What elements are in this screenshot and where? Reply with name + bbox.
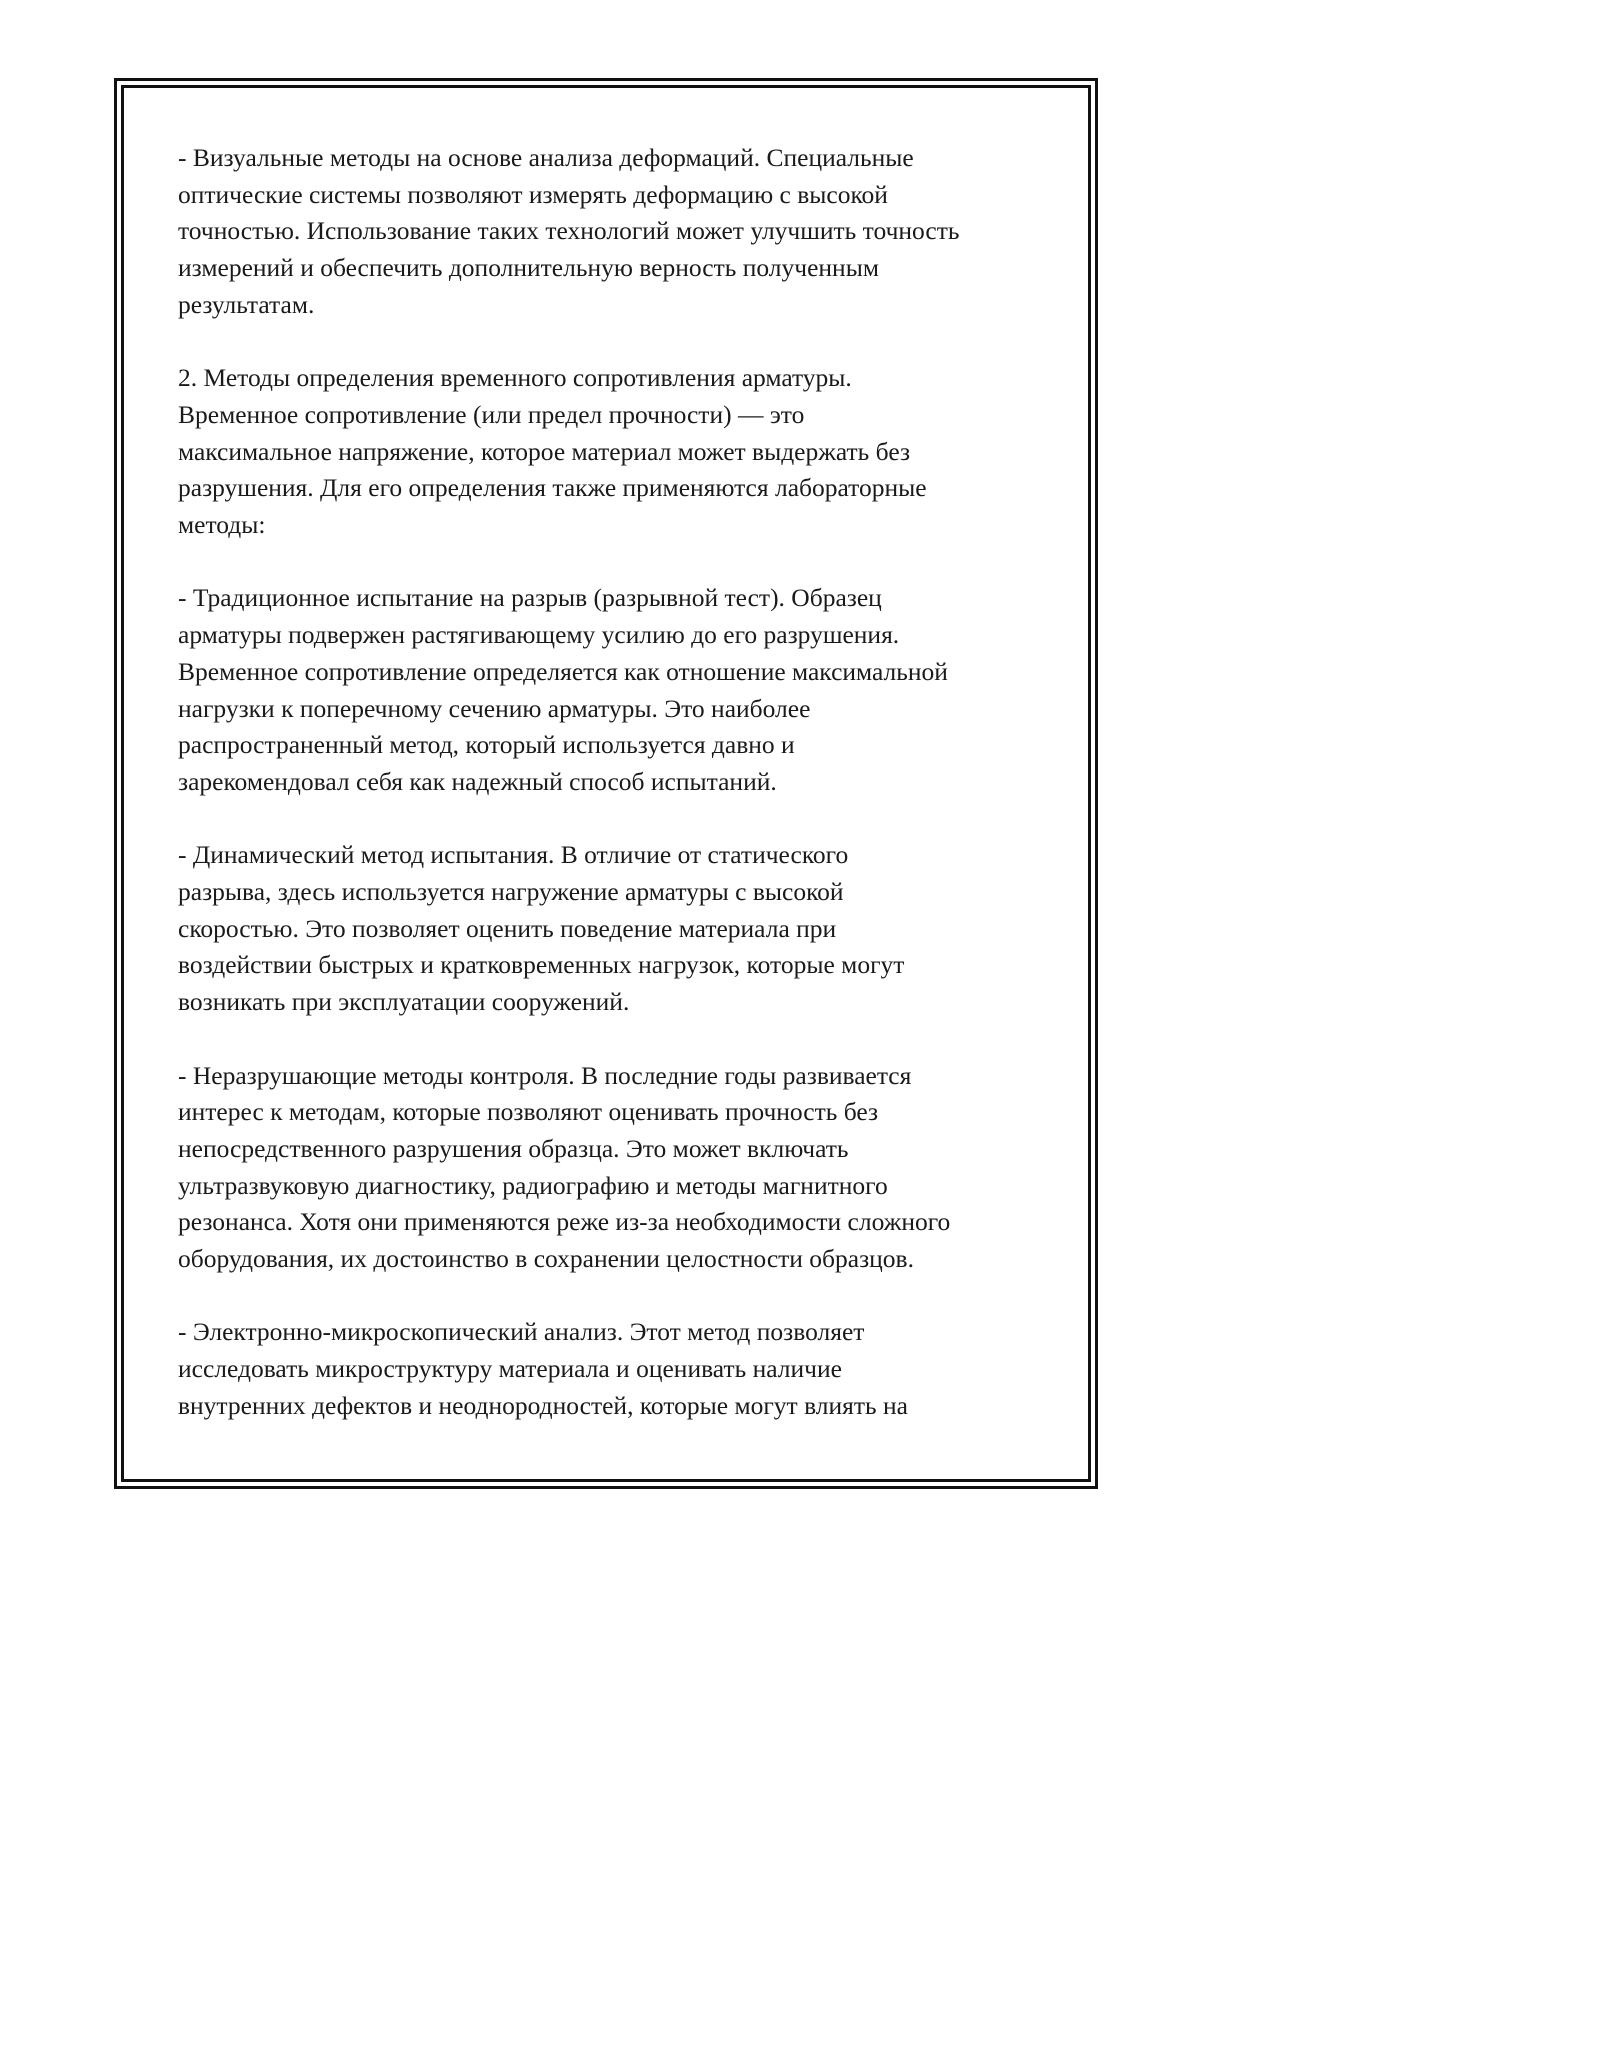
document-body: [178, 140, 1058, 1461]
paragraph-electron-microscopy: - Электронно-микроскопический анализ. Этот метод позволяет исследовать микроструктуру материала и оценивать наличие внутренних дефектов и неоднородностей, которые могут влиять на: [178, 1317, 908, 1420]
paragraph-traditional-tensile-test: - Традиционное испытание на разрыв (разрывной тест). Образец арматуры подвержен растягивающему усилию до его разрушения. Временное сопротивление определяется как отношение максимальной нагрузки к поперечному сечению арматуры. Это наиболее распространенный метод, который используется давно и зарекомендовал себя как надежный способ испытаний.: [178, 583, 948, 796]
paragraph-dynamic-test: - Динамический метод испытания. В отличие от статического разрыва, здесь используется нагружение арматуры с высокой скоростью. Это позволяет оценить поведение материала при воздействии быстрых и кратковременных нагрузок, которые могут возникать при эксплуатации сооружений.: [178, 840, 905, 1017]
paragraph-tensile-strength-methods: 2. Методы определения временного сопротивления арматуры. Временное сопротивление (или предел прочности) — это максимальное напряжение, которое материал может выдержать без разрушения. Для его определения также применяются лабораторные методы:: [178, 363, 927, 540]
paragraph-visual-methods: - Визуальные методы на основе анализа деформаций. Специальные оптические системы позволяют измерять деформацию с высокой точностью. Использование таких технологий может улучшить точность измерений и обеспечить дополнительную верность полученным результатам.: [178, 143, 960, 319]
paragraph-nondestructive-testing: - Неразрушающие методы контроля. В последние годы развивается интерес к методам, которые позволяют оценивать прочность без непосредственного разрушения образца. Это может включать ультразвуковую диагностику, радиографию и методы магнитного резонанса. Хотя они применяются реже из-за необходимости сложного оборудования, их достоинство в сохранении целостности образцов.: [178, 1060, 951, 1274]
